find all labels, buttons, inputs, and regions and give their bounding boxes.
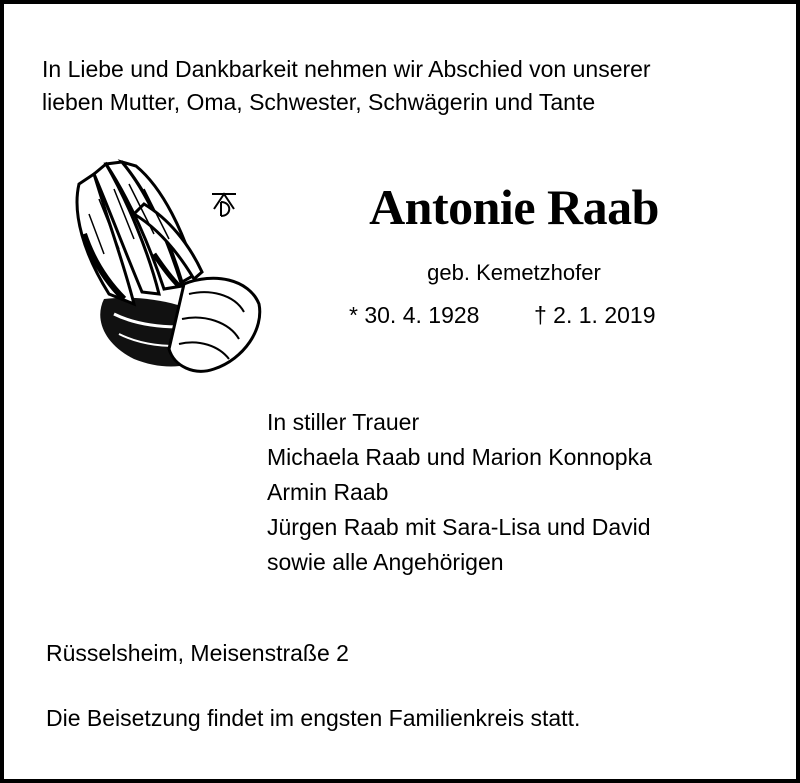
mourners-list — [267, 405, 652, 580]
burial-note: Die Beisetzung findet im engsten Familienkreis statt. — [46, 705, 581, 731]
mourners-line: Jürgen Raab mit Sara-Lisa und David — [267, 514, 651, 540]
mourners-line: Michaela Raab und Marion Konnopka — [267, 444, 652, 470]
mourners-line: Armin Raab — [267, 479, 389, 505]
deceased-name: Antonie Raab — [369, 179, 659, 235]
life-dates — [349, 298, 669, 332]
mourners-line: In stiller Trauer — [267, 409, 420, 435]
birth-date: * 30. 4. 1928 — [349, 302, 480, 328]
praying-hands-icon — [64, 154, 264, 379]
born-name: geb. Kemetzhofer — [427, 260, 601, 285]
monogram-icon — [212, 194, 236, 216]
intro-text — [42, 53, 782, 119]
mourners-line: sowie alle Angehörigen — [267, 549, 504, 575]
death-date: † 2. 1. 2019 — [534, 302, 656, 328]
address: Rüsselsheim, Meisenstraße 2 — [46, 640, 349, 666]
intro-line-2: lieben Mutter, Oma, Schwester, Schwägerin und Tante — [42, 89, 596, 115]
intro-line-1: In Liebe und Dankbarkeit nehmen wir Abschied von unserer — [42, 56, 651, 82]
